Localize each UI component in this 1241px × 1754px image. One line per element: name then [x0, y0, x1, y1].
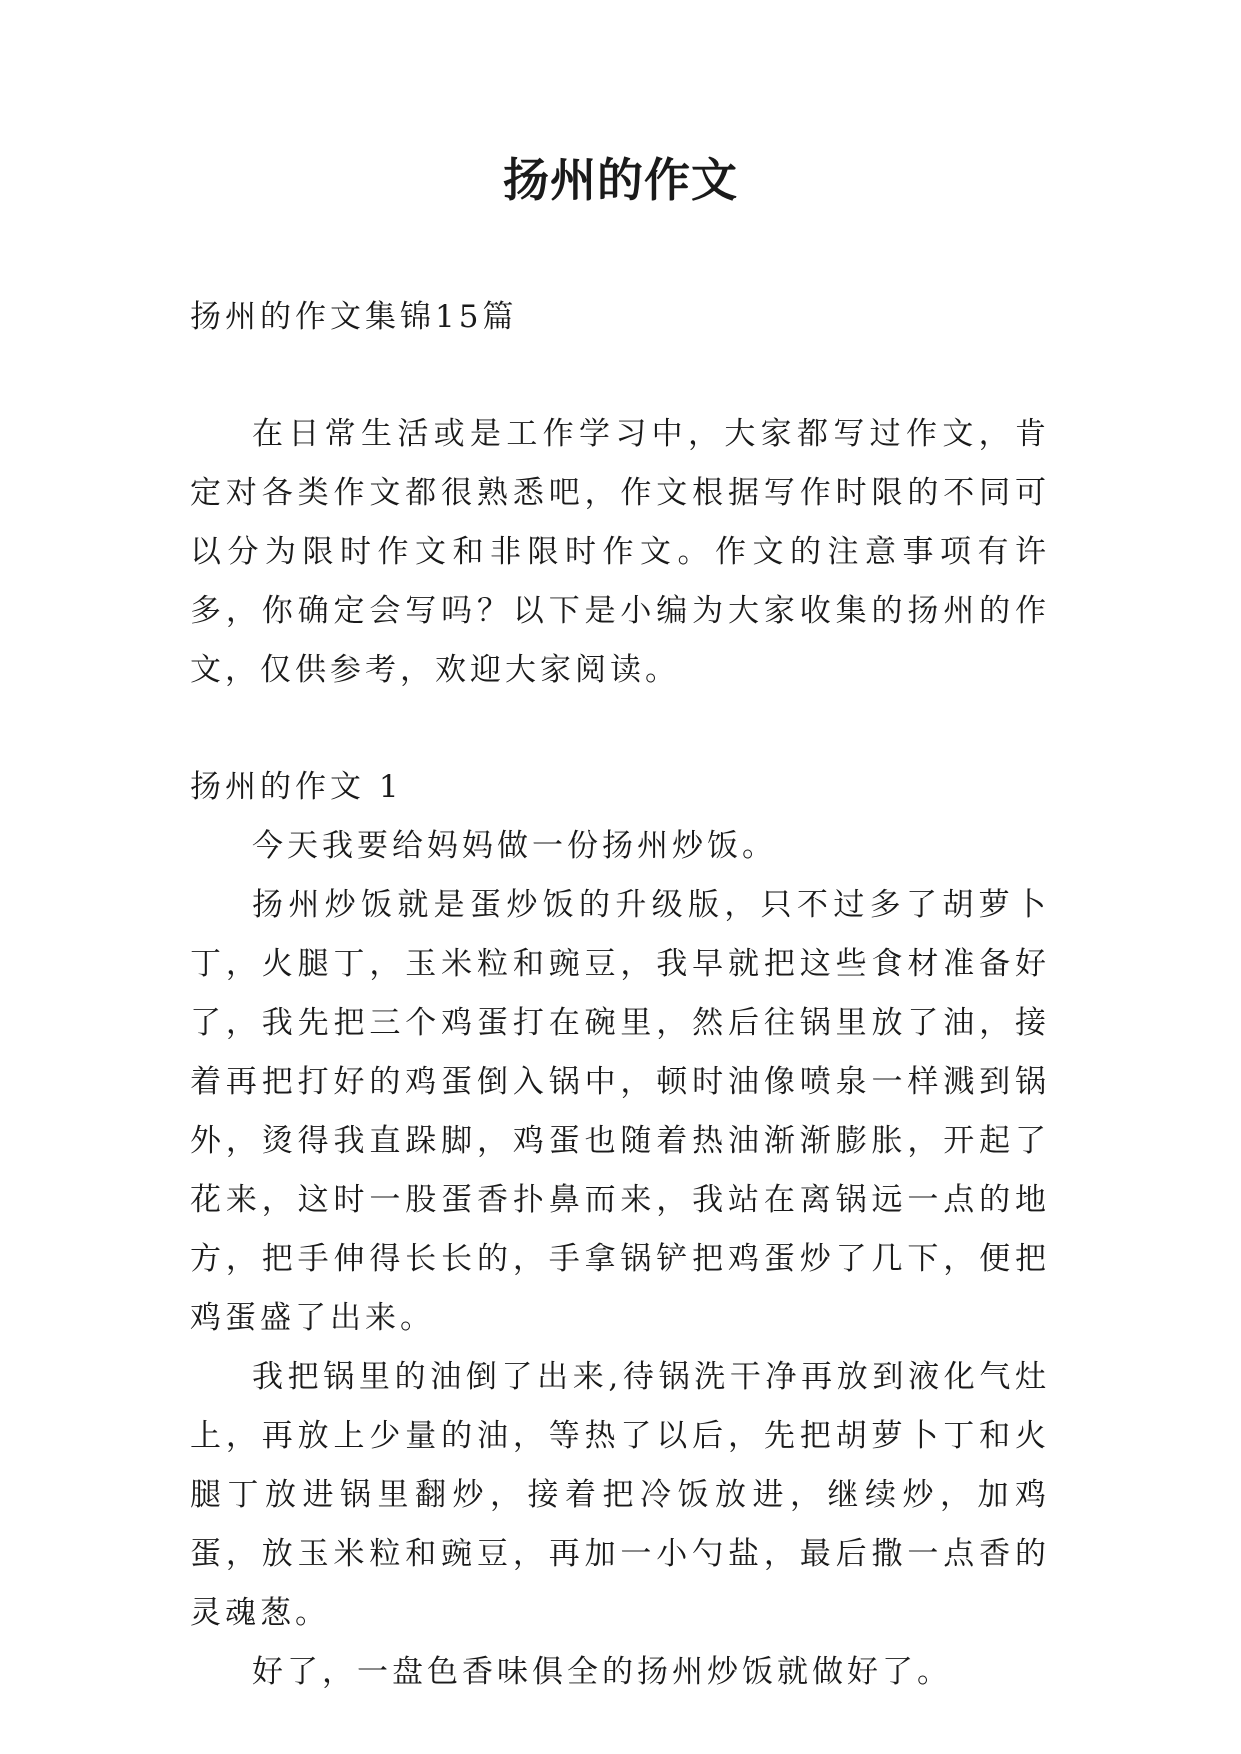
document-subtitle: 扬州的作文集锦15篇	[190, 299, 518, 335]
intro-paragraph: 在日常生活或是工作学习中，大家都写过作文，肯定对各类作文都很熟悉吧，作文根据写作时限的不同可以分为限时作文和非限时作文。作文的注意事项有许多，你确定会写吗？以下是小编为大家收集的扬州的作文，仅供参考，欢迎大家阅读。	[190, 416, 1050, 688]
document-body	[190, 288, 1050, 1702]
body-paragraph: 我把锅里的油倒了出来,待锅洗干净再放到液化气灶上，再放上少量的油，等热了以后，先把胡萝卜丁和火腿丁放进锅里翻炒，接着把冷饭放进，继续炒，加鸡蛋，放玉米粒和豌豆，再加一小勺盐，最后撒一点香的灵魂葱。	[190, 1359, 1050, 1631]
spacer	[190, 700, 1050, 758]
body-paragraph: 好了，一盘色香味俱全的扬州炒饭就做好了。	[252, 1654, 952, 1690]
spacer	[190, 347, 1050, 405]
document-title: 扬州的作文	[503, 153, 738, 207]
body-paragraph: 扬州炒饭就是蛋炒饭的升级版，只不过多了胡萝卜丁，火腿丁，玉米粒和豌豆，我早就把这些食材准备好了，我先把三个鸡蛋打在碗里，然后往锅里放了油，接着再把打好的鸡蛋倒入锅中，顿时油像喷泉一样溅到锅外，烫得我直跺脚，鸡蛋也随着热油渐渐膨胀，开起了花来，这时一股蛋香扑鼻而来，我站在离锅远一点的地方，把手伸得长长的，手拿锅铲把鸡蛋炒了几下，便把鸡蛋盛了出来。	[190, 887, 1050, 1336]
body-paragraph: 今天我要给妈妈做一份扬州炒饭。	[252, 828, 777, 864]
section-heading: 扬州的作文 1	[190, 769, 403, 805]
